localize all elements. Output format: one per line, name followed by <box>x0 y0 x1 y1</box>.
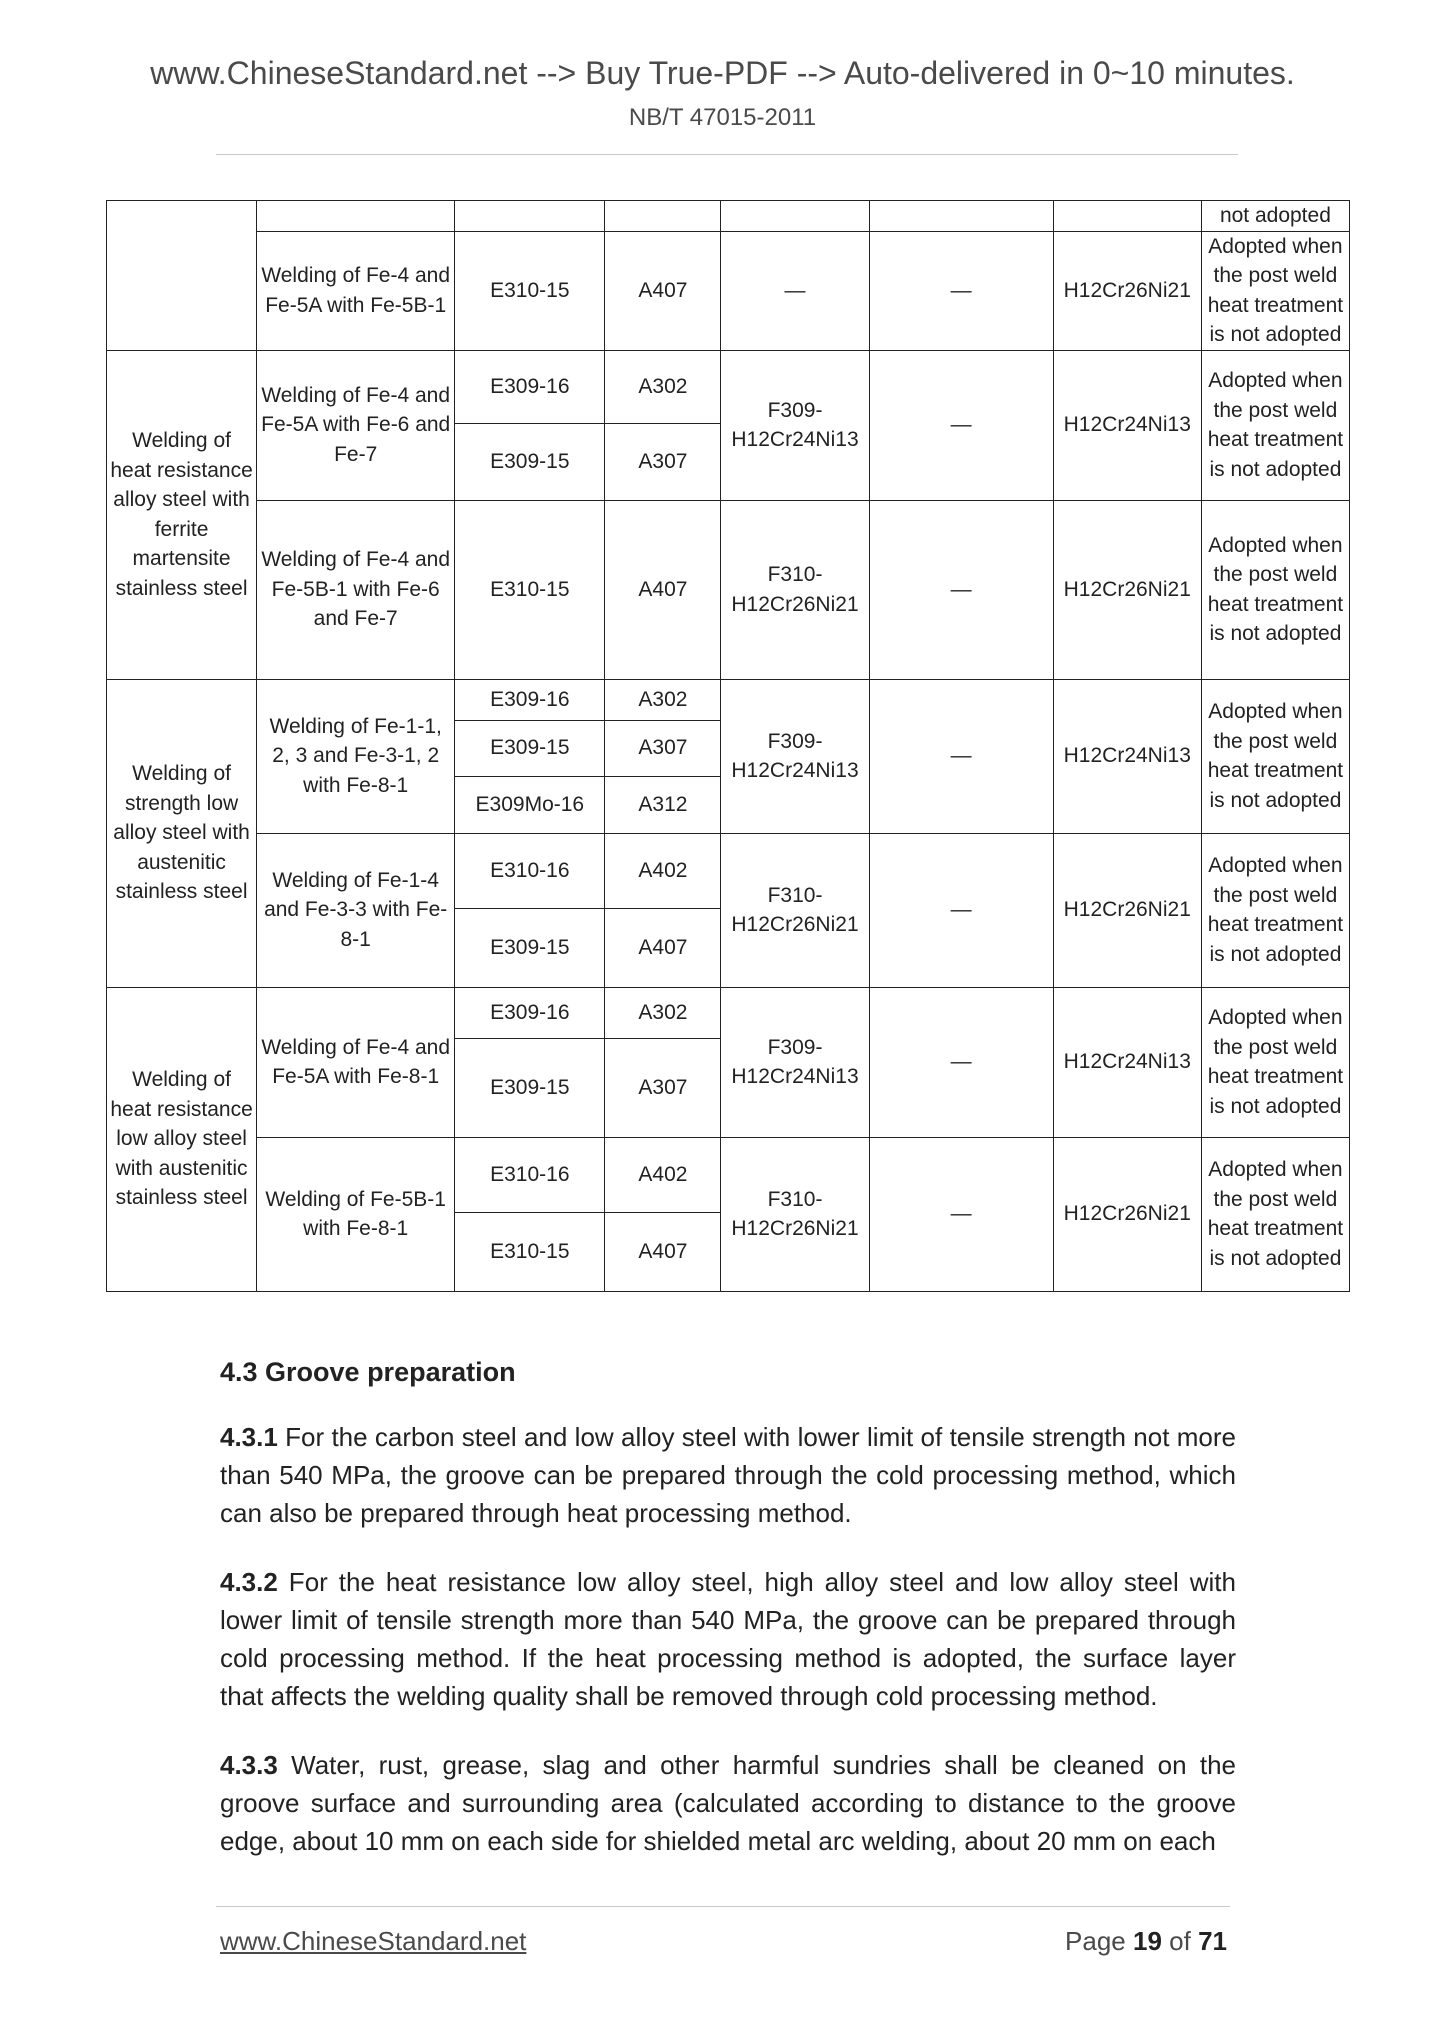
electrode-gb-cell: E309-15 <box>455 908 605 987</box>
electrode-brand-cell: A402 <box>605 1137 721 1212</box>
paragraph-4-3-2 <box>220 1563 1236 1715</box>
clause-number: 4.3.2 <box>220 1567 278 1597</box>
section-heading: 4.3 Groove preparation <box>220 1357 516 1387</box>
table-row <box>107 500 1350 679</box>
gas-wire-cell: — <box>869 679 1053 833</box>
electrode-gb-cell: E309-16 <box>455 679 605 720</box>
electrode-brand-cell: A307 <box>605 720 721 776</box>
electrode-brand-cell: A312 <box>605 776 721 833</box>
filler-cell: H12Cr24Ni13 <box>1053 987 1201 1137</box>
remark-cell: not adopted <box>1201 201 1349 232</box>
clause-number: 4.3.3 <box>220 1750 278 1780</box>
filler-cell: H12Cr26Ni21 <box>1053 231 1201 350</box>
table-row <box>107 679 1350 720</box>
table-row <box>107 350 1350 423</box>
remark-cell: Adopted when the post weld heat treatment is not adopted <box>1201 1137 1349 1291</box>
table-cell <box>257 201 455 232</box>
electrode-brand-cell: A307 <box>605 1038 721 1137</box>
of-label: of <box>1169 1926 1191 1956</box>
electrode-gb-cell: E310-16 <box>455 1137 605 1212</box>
electrode-gb-cell: E310-16 <box>455 833 605 908</box>
table-row <box>107 231 1350 350</box>
wire-flux-cell: — <box>721 231 869 350</box>
electrode-brand-cell: A302 <box>605 987 721 1038</box>
header-banner: www.ChineseStandard.net --> Buy True-PDF --> Auto-delivered in 0~10 minutes. <box>150 55 1295 91</box>
table-row <box>107 987 1350 1038</box>
filler-cell: H12Cr26Ni21 <box>1053 833 1201 987</box>
electrode-brand-cell: A407 <box>605 908 721 987</box>
material-cell: Welding of Fe-4 and Fe-5A with Fe-8-1 <box>257 987 455 1137</box>
table-row <box>107 1137 1350 1212</box>
page-label: Page <box>1065 1926 1126 1956</box>
electrode-gb-cell: E309-15 <box>455 1038 605 1137</box>
electrode-brand-cell: A302 <box>605 679 721 720</box>
electrode-gb-cell: E309-16 <box>455 350 605 423</box>
table-cell <box>605 201 721 232</box>
gas-wire-cell: — <box>869 987 1053 1137</box>
electrode-gb-cell: E310-15 <box>455 1212 605 1291</box>
header-divider <box>216 154 1238 155</box>
category-cell-continued <box>107 201 257 351</box>
electrode-gb-cell: E309-15 <box>455 423 605 500</box>
electrode-brand-cell: A407 <box>605 500 721 679</box>
wire-flux-cell: F309-H12Cr24Ni13 <box>721 679 869 833</box>
material-cell: Welding of Fe-4 and Fe-5A with Fe-6 and Fe-7 <box>257 350 455 500</box>
gas-wire-cell: — <box>869 231 1053 350</box>
material-cell: Welding of Fe-5B-1 with Fe-8-1 <box>257 1137 455 1291</box>
remark-cell: Adopted when the post weld heat treatment is not adopted <box>1201 987 1349 1137</box>
table-cell <box>1053 201 1201 232</box>
material-cell: Welding of Fe-1-4 and Fe-3-3 with Fe-8-1 <box>257 833 455 987</box>
material-cell: Welding of Fe-4 and Fe-5B-1 with Fe-6 and Fe-7 <box>257 500 455 679</box>
footer-divider <box>216 1906 1230 1907</box>
filler-cell: H12Cr24Ni13 <box>1053 350 1201 500</box>
electrode-brand-cell: A407 <box>605 1212 721 1291</box>
electrode-gb-cell: E310-15 <box>455 500 605 679</box>
paragraph-4-3-1 <box>220 1418 1236 1532</box>
electrode-brand-cell: A407 <box>605 231 721 350</box>
gas-wire-cell: — <box>869 833 1053 987</box>
electrode-brand-cell: A302 <box>605 350 721 423</box>
clause-text: For the heat resistance low alloy steel, high alloy steel and low alloy steel with lower limit of tensile strength more than 540 MPa, the groove can be prepared through cold processing method. If the heat processing method is adopted, the surface layer that affects the welding quality shall be removed through cold processing method. <box>220 1567 1236 1711</box>
category-cell: Welding of heat resistance low alloy steel with austenitic stainless steel <box>107 987 257 1291</box>
welding-materials-table <box>106 200 1350 1292</box>
electrode-gb-cell: E309-15 <box>455 720 605 776</box>
remark-cell: Adopted when the post weld heat treatment is not adopted <box>1201 679 1349 833</box>
wire-flux-cell: F309-H12Cr24Ni13 <box>721 987 869 1137</box>
table-cell <box>455 201 605 232</box>
standard-number: NB/T 47015-2011 <box>628 104 817 131</box>
table-row <box>107 833 1350 908</box>
electrode-gb-cell: E310-15 <box>455 231 605 350</box>
page-number: 19 <box>1133 1926 1162 1956</box>
clause-number: 4.3.1 <box>220 1422 278 1452</box>
gas-wire-cell: — <box>869 500 1053 679</box>
material-cell: Welding of Fe-4 and Fe-5A with Fe-5B-1 <box>257 231 455 350</box>
filler-cell: H12Cr26Ni21 <box>1053 1137 1201 1291</box>
category-cell: Welding of heat resistance alloy steel with ferrite martensite stainless steel <box>107 350 257 679</box>
electrode-brand-cell: A402 <box>605 833 721 908</box>
wire-flux-cell: F310-H12Cr26Ni21 <box>721 833 869 987</box>
remark-cell: Adopted when the post weld heat treatment is not adopted <box>1201 833 1349 987</box>
remark-cell: Adopted when the post weld heat treatment is not adopted <box>1201 500 1349 679</box>
gas-wire-cell: — <box>869 1137 1053 1291</box>
wire-flux-cell: F310-H12Cr26Ni21 <box>721 500 869 679</box>
gas-wire-cell: — <box>869 350 1053 500</box>
table-row <box>107 201 1350 232</box>
paragraph-4-3-3 <box>220 1746 1236 1860</box>
category-cell: Welding of strength low alloy steel with austenitic stainless steel <box>107 679 257 987</box>
page-total: 71 <box>1198 1926 1227 1956</box>
table-cell <box>721 201 869 232</box>
electrode-gb-cell: E309Mo-16 <box>455 776 605 833</box>
table-cell <box>869 201 1053 232</box>
electrode-gb-cell: E309-16 <box>455 987 605 1038</box>
filler-cell: H12Cr24Ni13 <box>1053 679 1201 833</box>
electrode-brand-cell: A307 <box>605 423 721 500</box>
footer-site-link[interactable]: www.ChineseStandard.net <box>220 1926 527 1956</box>
wire-flux-cell: F309-H12Cr24Ni13 <box>721 350 869 500</box>
clause-text: Water, rust, grease, slag and other harmful sundries shall be cleaned on the groove surface and surrounding area (calculated according to distance to the groove edge, about 10 mm on each side for shielded metal arc welding, about 20 mm on each <box>220 1750 1236 1856</box>
filler-cell: H12Cr26Ni21 <box>1053 500 1201 679</box>
wire-flux-cell: F310-H12Cr26Ni21 <box>721 1137 869 1291</box>
remark-cell: Adopted when the post weld heat treatment is not adopted <box>1201 350 1349 500</box>
clause-text: For the carbon steel and low alloy steel with lower limit of tensile strength not more than 540 MPa, the groove can be prepared through the cold processing method, which can also be prepared through heat processing method. <box>220 1422 1236 1528</box>
remark-cell: Adopted when the post weld heat treatment is not adopted <box>1201 231 1349 350</box>
page-indicator <box>1065 1926 1227 1957</box>
material-cell: Welding of Fe-1-1, 2, 3 and Fe-3-1, 2 with Fe-8-1 <box>257 679 455 833</box>
